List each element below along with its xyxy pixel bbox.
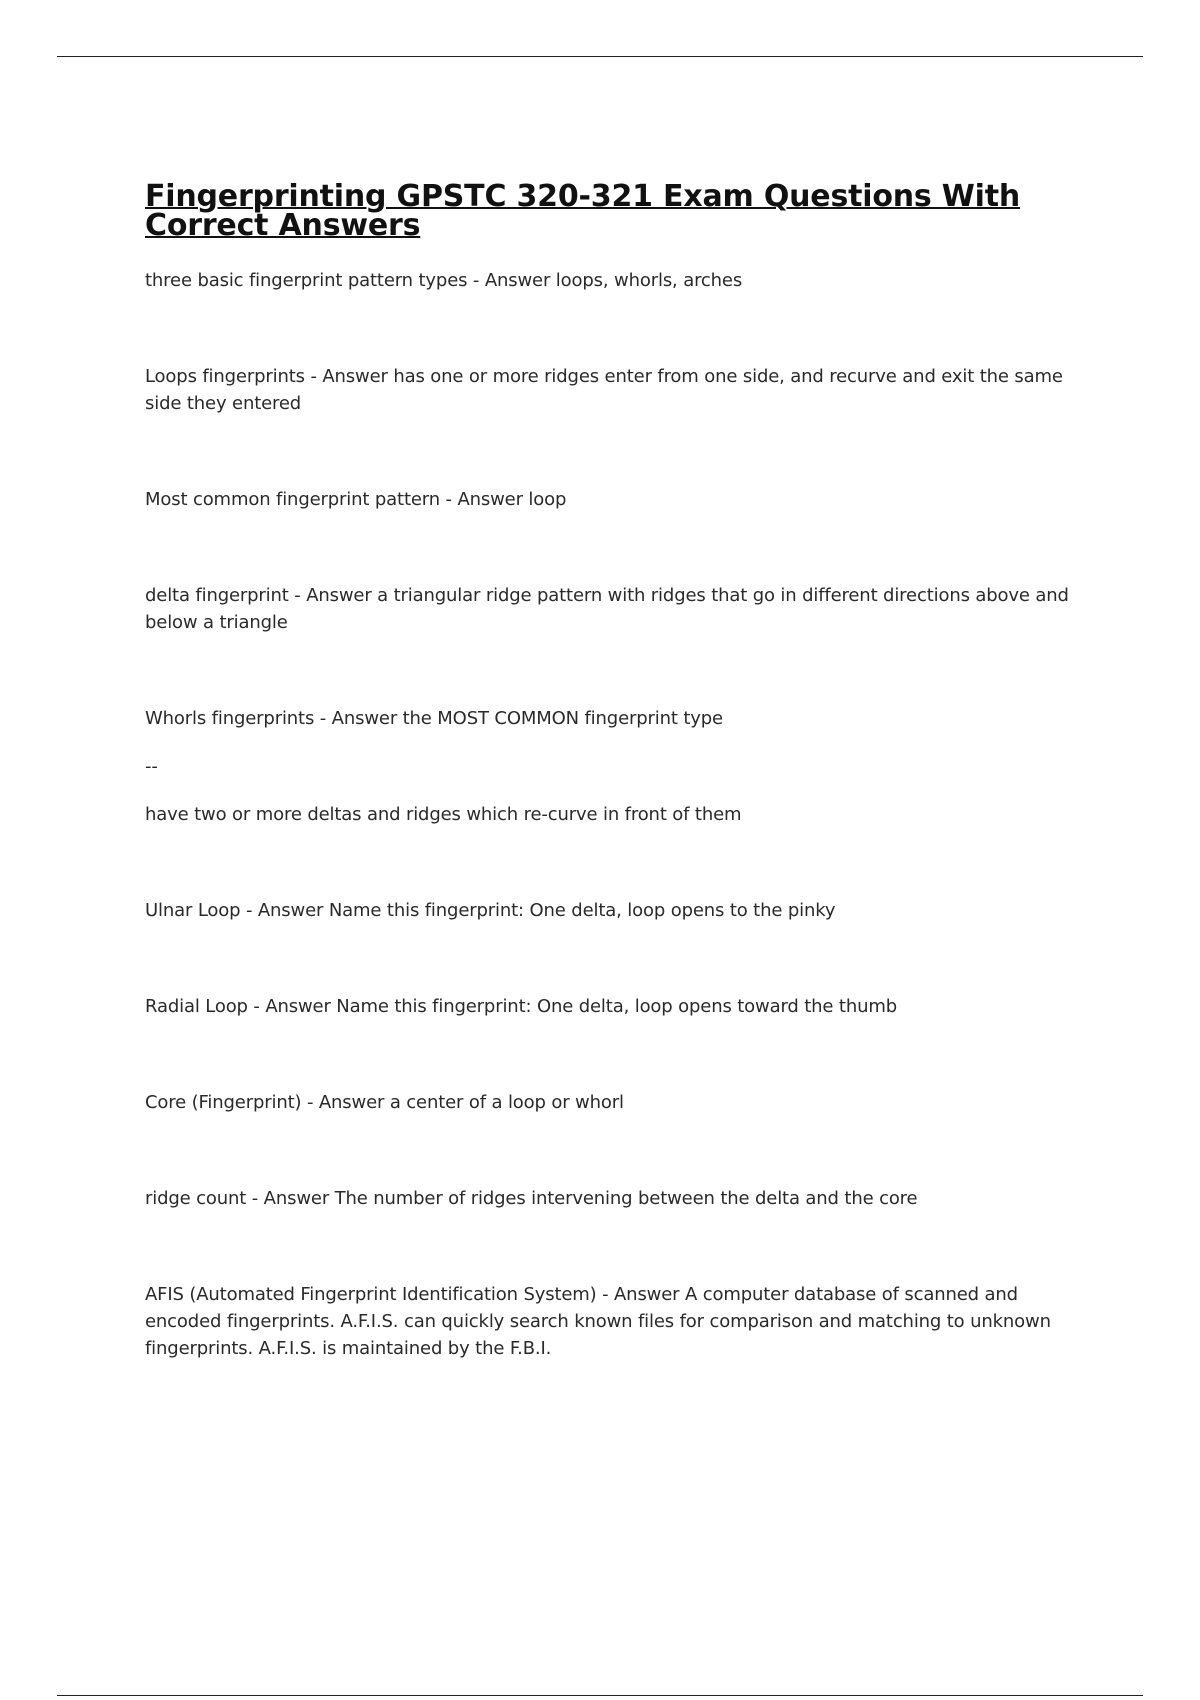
document-body xyxy=(145,179,1085,1362)
qa-entry: Loops fingerprints - Answer has one or more ridges enter from one side, and recurve and exit the same side they entered xyxy=(145,366,1063,414)
qa-entry: delta fingerprint - Answer a triangular ridge pattern with ridges that go in different directions above and below a triangle xyxy=(145,585,1069,633)
qa-separator: -- xyxy=(145,756,158,777)
qa-entry: AFIS (Automated Fingerprint Identification System) - Answer A computer database of scanned and encoded fingerprints. A.F.I.S. can quickly search known files for comparison and matching to unknown fingerprints. A.F.I.S. is maintained by the F.B.I. xyxy=(145,1284,1051,1359)
header-rule xyxy=(57,56,1143,57)
qa-entry: ridge count - Answer The number of ridges intervening between the delta and the core xyxy=(145,1188,918,1209)
qa-entry: Most common fingerprint pattern - Answer loop xyxy=(145,489,567,510)
qa-entry: Core (Fingerprint) - Answer a center of a loop or whorl xyxy=(145,1092,624,1113)
qa-entry: three basic fingerprint pattern types - Answer loops, whorls, arches xyxy=(145,270,743,291)
qa-entry: Whorls fingerprints - Answer the MOST COMMON fingerprint type xyxy=(145,708,723,729)
footer-rule xyxy=(57,1695,1143,1696)
qa-entry-continuation: have two or more deltas and ridges which re-curve in front of them xyxy=(145,804,742,825)
document-title: Fingerprinting GPSTC 320-321 Exam Questions With Correct Answers xyxy=(145,179,1021,243)
qa-entry: Radial Loop - Answer Name this fingerprint: One delta, loop opens toward the thumb xyxy=(145,996,898,1017)
qa-entry: Ulnar Loop - Answer Name this fingerprint: One delta, loop opens to the pinky xyxy=(145,900,836,921)
